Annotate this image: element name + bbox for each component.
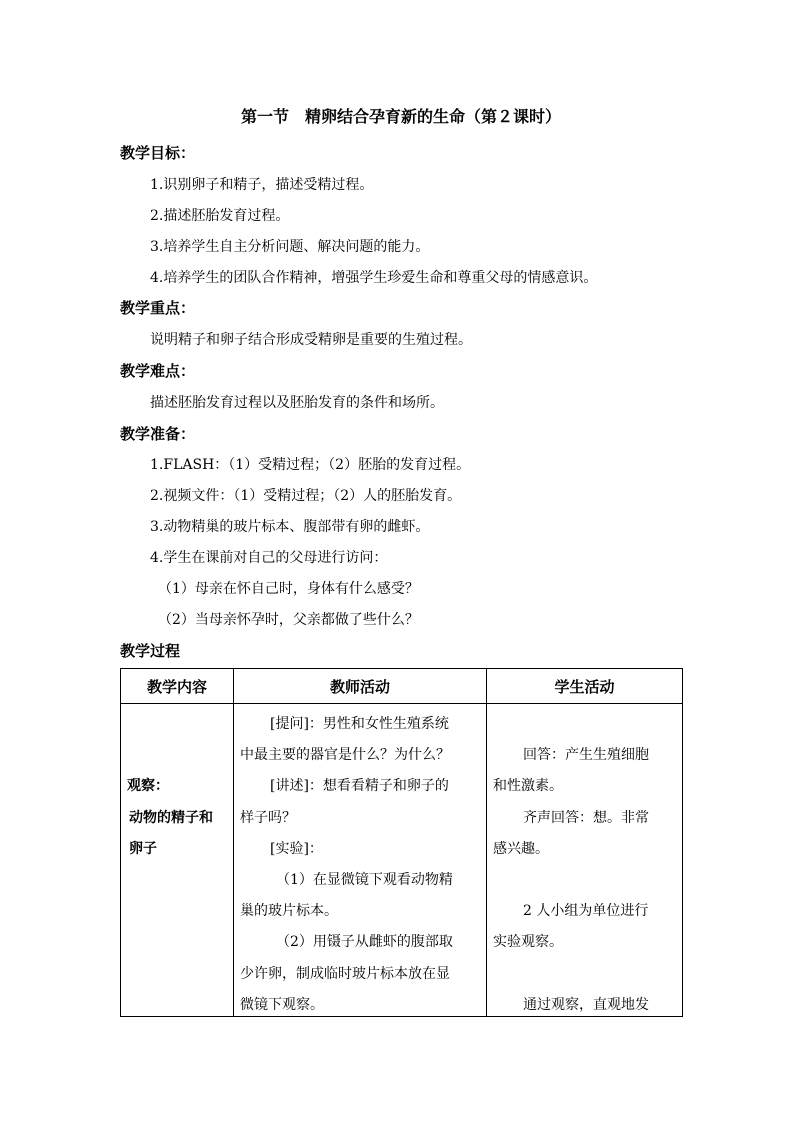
cell-line: 实验观察。 [493,934,563,950]
preparation-item: 3.动物精巢的玻片标本、腹部带有卵的雌虾。 [150,519,430,535]
preparation-sub-item: （1）母亲在怀自己时，身体有什么感受？ [158,581,419,597]
preparation-heading: 教学准备： [120,425,196,443]
difficulties-heading: 教学难点： [120,362,196,380]
cell-line: 感兴趣。 [493,841,549,857]
objective-item: 4.培养学生的团队合作精神，增强学生珍爱生命和尊重父母的情感意识。 [150,270,598,286]
objective-item: 2.描述胚胎发育过程。 [150,208,290,224]
cell-line: 2 人小组为单位进行 [523,903,649,919]
column-header: 教师活动 [234,669,487,704]
cell-line: 卵子 [129,841,157,857]
teacher-activity-cell [234,704,487,1017]
column-header: 学生活动 [487,669,683,704]
preparation-sub-item: （2）当母亲怀孕时，父亲都做了些什么？ [158,612,419,628]
difficulties-text: 描述胚胎发育过程以及胚胎发育的条件和场所。 [150,395,444,411]
cell-line: [提问]：男性和女性生殖系统 [270,716,449,732]
student-activity-cell [487,704,683,1017]
cell-line: 观察： [127,778,169,794]
key-points-text: 说明精子和卵子结合形成受精卵是重要的生殖过程。 [150,332,472,348]
cell-line: [实验]： [270,841,323,857]
objective-item: 1.识别卵子和精子，描述受精过程。 [150,177,374,193]
cell-line: （1）在显微镜下观看动物精 [276,872,453,888]
objectives-heading: 教学目标： [120,144,196,162]
cell-line: 动物的精子和 [129,810,213,826]
cell-line: 通过观察，直观地发 [523,997,649,1013]
column-header: 教学内容 [121,669,234,704]
cell-line: 中最主要的器官是什么？为什么？ [240,747,450,763]
table-header-row [121,669,683,704]
teaching-process-table [120,668,683,1017]
process-heading: 教学过程 [120,642,181,660]
cell-line: 齐声回答：想。非常 [523,810,649,826]
preparation-item: 1.FLASH：（1）受精过程；（2）胚胎的发育过程。 [150,457,471,473]
cell-line: [讲述]：想看看精子和卵子的 [270,778,449,794]
objective-item: 3.培养学生自主分析问题、解决问题的能力。 [150,239,430,255]
table-row [121,704,683,1017]
cell-line: 微镜下观察。 [240,997,324,1013]
key-points-heading: 教学重点： [120,299,196,317]
cell-line: 少许卵，制成临时玻片标本放在显 [240,966,450,982]
content-cell [121,704,234,1017]
cell-line: （2）用镊子从雌虾的腹部取 [276,934,453,950]
cell-line: 回答：产生生殖细胞 [523,747,649,763]
page-title: 第一节 精卵结合孕育新的生命（第２课时） [240,107,561,126]
cell-line: 样子吗？ [240,810,296,826]
cell-line: 和性激素。 [493,778,563,794]
cell-line: 巢的玻片标本。 [240,903,338,919]
preparation-item: 2.视频文件：（1）受精过程；（2）人的胚胎发育。 [150,488,462,504]
preparation-item: 4.学生在课前对自己的父母进行访问： [150,550,388,566]
